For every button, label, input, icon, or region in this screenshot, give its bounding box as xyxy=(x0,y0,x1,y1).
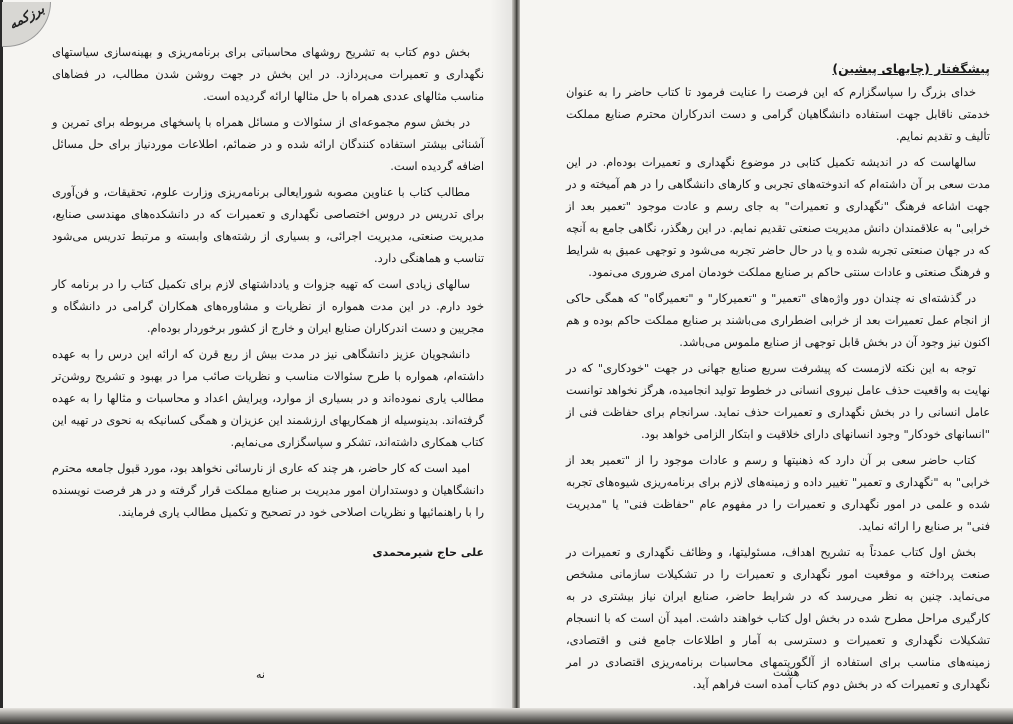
left-paragraph-5: دانشجویان عزیز دانشگاهی نیز در مدت بیش از ربع قرن که ارائه این درس را به عهده داشته‌ام، همواره با طرح سئوالات مناسب و نظریات صائب مرا در بهبود و تشریح روشن‌تر مطالب یاری نموده‌اند و در بسیاری از موارد، ویرایش اعداد و محاسبات و مثالها را به عهده گرفته‌اند. بدینوسیله از همکاریهای ارزشمند این عزیزان و همگی کسانیکه به نحوی در تهیه این کتاب همکاری داشته‌اند، تشکر و سپاسگزاری می‌نمایم. xyxy=(52,348,484,449)
left-page xyxy=(52,42,484,564)
left-paragraph-4: سالهای زیادی است که تهیه جزوات و یادداشتهای لازم برای تکمیل کتاب را در برنامه کار خود دارم. در این مدت همواره از نظریات و مشاوره‌های همکاران گرامی در دانشگاه و مجریین و دست اندرکاران صنایع ایران و خارج از کشور برخوردار بوده‌ام. xyxy=(52,278,484,335)
left-paragraph-6: امید است که کار حاضر، هر چند که عاری از نارسائی نخواهد بود، مورد قبول جامعه محترم دانشگاهیان و دوستداران امور مدیریت بر صنایع مملکت قرار گرفته و در هر فرصت نویسنده را با راهنمائیها و نظریات اصلاحی خود در تصحیح و تکمیل مطالب یاری فرمایند. xyxy=(52,462,484,519)
preface-heading: پیشگفتار (چابهای پیشین) xyxy=(832,61,990,76)
right-paragraph-1: خدای بزرگ را سپاسگزارم که این فرصت را عنایت فرمود تا کتاب حاضر را به عنوان خدمتی ناقابل جهت استفاده دانشگاهیان گرامی و دست اندرکاران محترم صنایع مملکت تألیف و تقدیم نمایم. xyxy=(566,86,990,143)
page-edge xyxy=(0,0,3,724)
left-page-number: نه xyxy=(256,668,265,681)
right-page-number: هشت xyxy=(773,666,800,679)
author-signature: علی حاج شیرمحمدی xyxy=(372,546,484,559)
right-paragraph-5: کتاب حاضر سعی بر آن دارد که ذهنیتها و رسم و عادات موجود را از "تعمیر بعد از خرابی" به "نگهداری و تعمیر" تغییر داده و زمینه‌های لازم برای برنامه‌ریزی شیوه‌های تجربه شده و علمی در امور نگهداری و تعمیرات را در مفهوم عام "حفاظت فنی" یا "مدیریت فنی" بر صنایع را ارائه نماید. xyxy=(566,454,990,533)
spine-shadow xyxy=(490,0,512,724)
right-paragraph-4: توجه به این نکته لازمست که پیشرفت سریع صنایع جهانی در جهت "خودکاری" که در نهایت به واقعیت حذف عامل نیروی انسانی در خطوط تولید انجامیده، هرگز نخواهد توانست عامل انسانی را در بخش نگهداری و تعمیرات حذف نماید. سرانجام برای حفاظت فنی از "انسانهای خودکار" وجود انسانهای دارای خلاقیت و ابتکار الزامی خواهد بود. xyxy=(566,362,990,441)
right-paragraph-2: سالهاست که در اندیشه تکمیل کتابی در موضوع نگهداری و تعمیرات بوده‌ام. در این مدت سعی بر آن داشته‌ام که اندوخته‌های تجربی و کارهای دانشگاهی را در هم آمیخته و در جهت اشاعه فرهنگ "نگهداری و تعمیرات" به جای رسم و عادت موجود "تعمیر بعد از خرابی" به علاقمندان دانش مدیریت صنعتی تقدیم نمایم. در این رهگذر، نگاهی جامع به آنچه که در جهان صنعتی تجربه شده و یا در حال حاضر تجربه می‌شود و توجهی عمیق به شرایط و فرهنگ صنعتی و عادات سنتی حاکم بر صنایع مملکت خودمان امری ضروری می‌نمود. xyxy=(566,156,990,279)
logo-text: برزکمه xyxy=(6,2,48,33)
left-paragraph-2: در بخش سوم مجموعه‌ای از سئوالات و مسائل همراه با پاسخهای مربوطه برای تمرین و آشنائی بیشتر استفاده کنندگان ارائه شده و در ضمائم، اطلاعات موردنیاز برای حل مسائل اضافه گردیده است. xyxy=(52,116,484,173)
book-spine xyxy=(512,0,520,724)
right-paragraph-3: در گذشته‌ای نه چندان دور واژه‌های "تعمیر" و "تعمیرکار" و "تعمیرگاه" که همگی حاکی از انجام عمل تعمیرات بعد از خرابی اضطراری می‌باشند بر صنایع مملکت حاکم بوده و هم اکنون نیز وجود آن در بخش قابل توجهی از صنایع ملموس می‌باشد. xyxy=(566,292,990,349)
right-page xyxy=(566,58,990,700)
left-paragraph-1: بخش دوم کتاب به تشریح روشهای محاسباتی برای برنامه‌ریزی و بهینه‌سازی سیاستهای نگهداری و تعمیرات می‌پردازد. در این بخش در جهت روشن شدن مطالب، در فضاهای مناسب مثالهای عددی همراه با حل مثالها ارائه گردیده است. xyxy=(52,46,484,103)
bottom-edge xyxy=(0,708,1013,724)
right-paragraph-6: بخش اول کتاب عمدتاً به تشریح اهداف، مسئولیتها، و وظائف نگهداری و تعمیرات در صنعت پرداخته و موقعیت امور نگهداری و تعمیرات را در تشکیلات سازمانی مشخص می‌نماید. چنین به نظر می‌رسد که در شرایط حاضر، صنایع ایران نیاز بیشتری در به کارگیری مراحل مطرح شده در بخش اول کتاب خواهند داشت. امید آن است که با انسجام تشکیلات نگهداری و تعمیرات و دسترسی به آمار و اطلاعات جامع فنی و اقتصادی، زمینه‌های مناسب برای استفاده از آلگوریتمهای محاسبات برنامه‌ریزی اقتصادی در امر نگهداری و تعمیرات که در بخش دوم کتاب آمده است فراهم آید. xyxy=(566,546,990,691)
left-paragraph-3: مطالب کتاب با عناوین مصوبه شورایعالی برنامه‌ریزی وزارت علوم، تحقیقات، و فن‌آوری برای تدریس در دروس اختصاصی نگهداری و تعمیرات که در دانشکده‌های مهندسی صنایع، مدیریت صنعتی، مدیریت اجرائی، و بسیاری از رشته‌های وابسته و مرتبط تدریس می‌شود تناسب و هماهنگی دارد. xyxy=(52,186,484,265)
